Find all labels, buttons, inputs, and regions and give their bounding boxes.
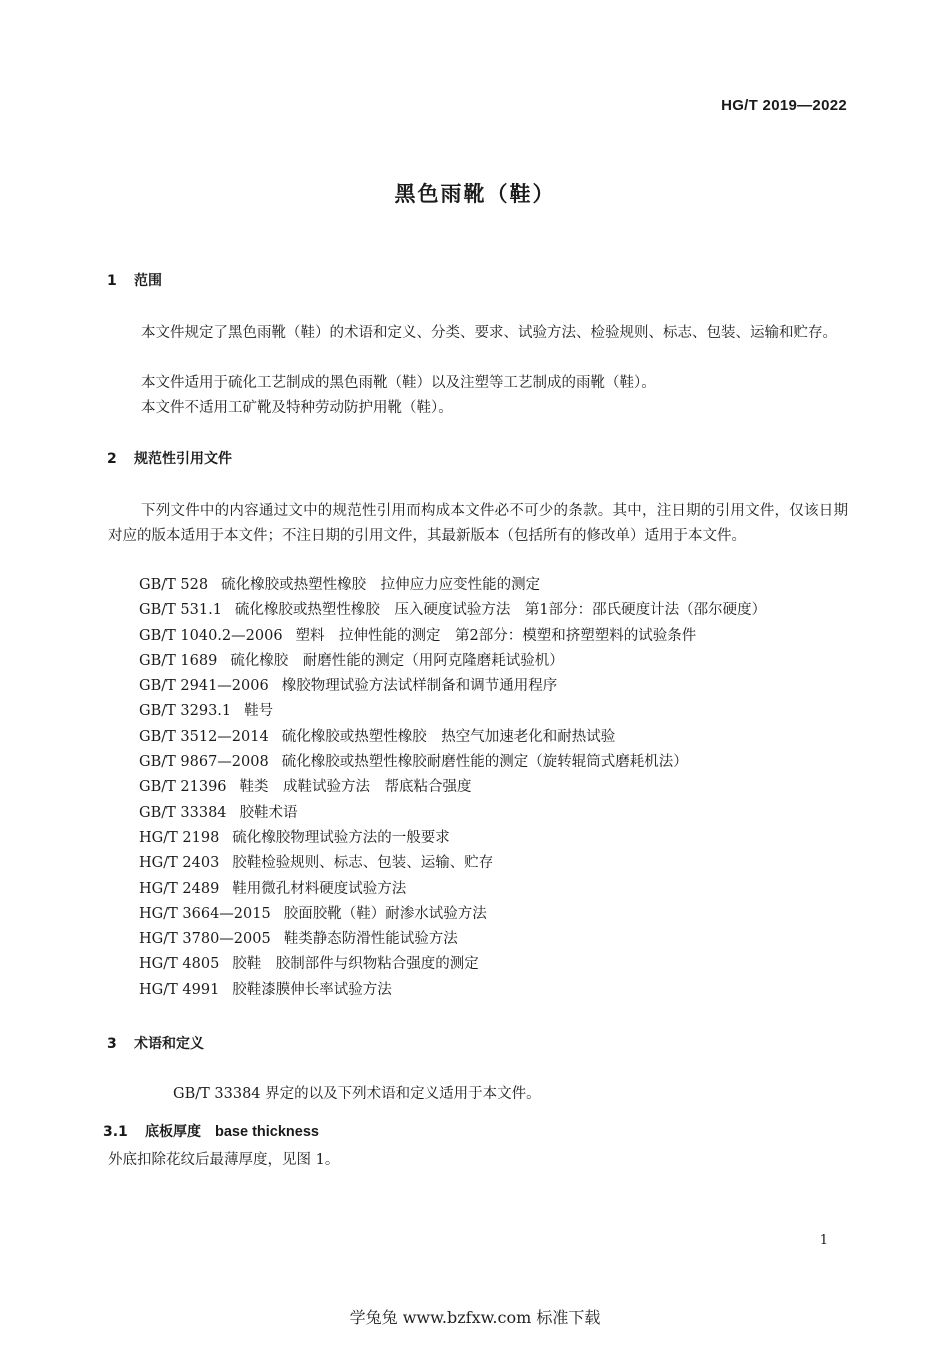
references-intro: 下列文件中的内容通过文中的规范性引用而构成本文件必不可少的条款。其中，注日期的引用文件，仅该日期对应的版本适用于本文件；不注日期的引用文件，其最新版本（包括所有的修改单）适用于本文件。 — [108, 503, 848, 544]
reference-code: GB/T 21396 — [139, 779, 227, 796]
reference-item — [139, 649, 766, 674]
section-3-heading — [107, 1033, 204, 1053]
reference-code: HG/T 4991 — [139, 981, 220, 998]
reference-item — [139, 902, 766, 927]
reference-item — [139, 674, 766, 699]
reference-title: 鞋类静态防滑性能试验方法 — [283, 931, 458, 948]
reference-code: HG/T 4805 — [139, 956, 220, 973]
reference-code: GB/T 1689 — [139, 652, 218, 669]
scope-paragraph: 本文件适用于硫化工艺制成的黑色雨靴（鞋）以及注塑等工艺制成的雨靴（鞋）。 — [141, 375, 656, 391]
reference-title: 硫化橡胶 耐磨性能的测定（用阿克隆磨耗试验机） — [230, 652, 564, 669]
reference-title: 硫化橡胶或热塑性橡胶 拉伸应力应变性能的测定 — [221, 577, 541, 593]
reference-item — [139, 877, 766, 902]
reference-item — [139, 699, 766, 724]
reference-item — [139, 978, 766, 1003]
reference-item — [139, 750, 766, 775]
section-title: 规范性引用文件 — [134, 451, 232, 467]
reference-code: GB/T 528 — [139, 577, 209, 593]
scope-paragraph: 本文件不适用工矿靴及特种劳动防护用靴（鞋）。 — [141, 400, 453, 416]
reference-title: 塑料 拉伸性能的测定 第2部分：模塑和挤塑塑料的试验条件 — [295, 627, 697, 644]
term-heading — [103, 1121, 319, 1141]
section-number: 1 — [107, 273, 117, 289]
reference-item — [139, 851, 766, 876]
watermark-text: 学兔兔 www.bzfxw.com 标准下载 — [349, 1308, 601, 1327]
reference-title: 胶鞋检验规则、标志、包装、运输、贮存 — [232, 855, 494, 872]
reference-title: 鞋类 成鞋试验方法 帮底粘合强度 — [239, 779, 472, 796]
reference-code: HG/T 2198 — [139, 829, 220, 846]
reference-item — [139, 598, 766, 623]
reference-code: HG/T 2403 — [139, 855, 220, 872]
reference-title: 鞋号 — [244, 703, 274, 720]
reference-title: 胶鞋 胶制部件与织物粘合强度的测定 — [232, 956, 479, 973]
reference-title: 硫化橡胶或热塑性橡胶耐磨性能的测定（旋转辊筒式磨耗机法） — [281, 754, 688, 771]
section-title: 范围 — [134, 273, 162, 289]
reference-title: 鞋用微孔材料硬度试验方法 — [232, 880, 407, 897]
term-definition: 外底扣除花纹后最薄厚度，见图 1。 — [108, 1152, 340, 1168]
reference-code: GB/T 531.1 — [139, 602, 222, 619]
reference-item — [139, 725, 766, 750]
section-title: 术语和定义 — [134, 1036, 204, 1052]
standard-number: HG/T 2019—2022 — [721, 97, 847, 114]
reference-item — [139, 801, 766, 826]
term-number: 3.1 — [103, 1124, 128, 1140]
reference-title: 胶面胶靴（鞋）耐渗水试验方法 — [283, 905, 487, 922]
reference-code: GB/T 1040.2—2006 — [139, 627, 283, 644]
reference-title: 硫化橡胶物理试验方法的一般要求 — [232, 829, 450, 846]
reference-title: 硫化橡胶或热塑性橡胶 压入硬度试验方法 第1部分：邵氏硬度计法（邵尔硬度） — [234, 602, 767, 619]
reference-title: 硫化橡胶或热塑性橡胶 热空气加速老化和耐热试验 — [281, 728, 616, 745]
section-number: 3 — [107, 1036, 117, 1052]
section-number: 2 — [107, 451, 117, 467]
reference-item — [139, 952, 766, 977]
section-1-heading — [107, 270, 162, 290]
term-english: base thickness — [215, 1124, 319, 1140]
terms-intro: GB/T 33384 界定的以及下列术语和定义适用于本文件。 — [173, 1086, 541, 1102]
reference-title: 胶鞋漆膜伸长率试验方法 — [232, 981, 392, 998]
reference-list — [139, 573, 766, 1003]
term-chinese: 底板厚度 — [145, 1124, 201, 1140]
reference-item — [139, 826, 766, 851]
reference-code: HG/T 2489 — [139, 880, 220, 897]
reference-code: HG/T 3664—2015 — [139, 905, 271, 922]
reference-code: HG/T 3780—2005 — [139, 931, 271, 948]
reference-item — [139, 573, 766, 598]
reference-title: 橡胶物理试验方法试样制备和调节通用程序 — [281, 678, 558, 695]
reference-title: 胶鞋术语 — [239, 804, 298, 821]
page-number: 1 — [819, 1233, 828, 1248]
reference-code: GB/T 3512—2014 — [139, 728, 269, 745]
reference-code: GB/T 3293.1 — [139, 703, 232, 720]
reference-item — [139, 927, 766, 952]
reference-code: GB/T 2941—2006 — [139, 678, 269, 695]
scope-paragraph: 本文件规定了黑色雨靴（鞋）的术语和定义、分类、要求、试验方法、检验规则、标志、包装、运输和贮存。 — [141, 325, 837, 341]
document-title: 黑色雨靴（鞋） — [394, 182, 556, 206]
reference-item — [139, 775, 766, 800]
reference-code: GB/T 33384 — [139, 804, 227, 821]
reference-item — [139, 624, 766, 649]
section-2-heading — [107, 448, 232, 468]
reference-code: GB/T 9867—2008 — [139, 754, 269, 771]
